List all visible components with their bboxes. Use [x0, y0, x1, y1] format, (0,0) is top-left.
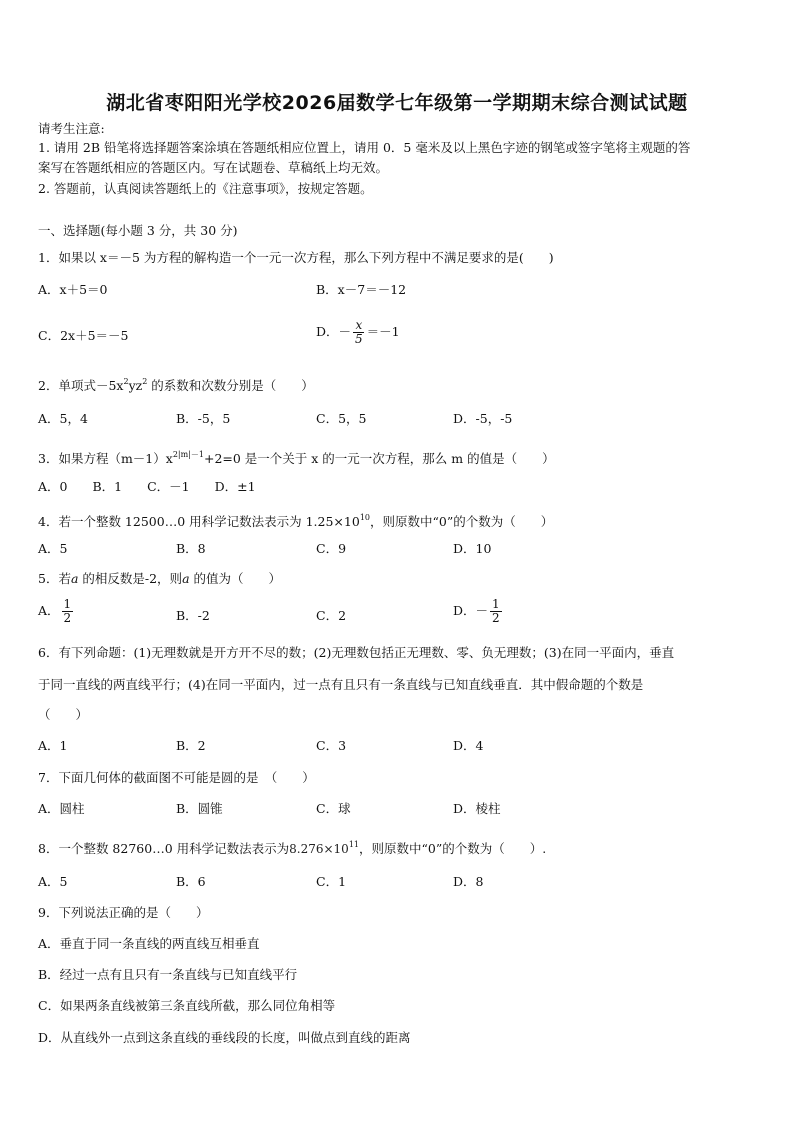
q5-a-numerator: 1	[63, 597, 72, 611]
q8-option-c: C．1	[316, 874, 347, 889]
question-4-stem	[38, 510, 553, 530]
q8-stem-part: ，则原数中“0”的个数为（ ）.	[359, 841, 547, 856]
question-6-line-2: 于同一直线的两直线平行；(4)在同一平面内，过一点有且只有一条直线与已知直线垂直．其中假命题的个数是	[38, 677, 644, 692]
notice-item-1-cont: 案写在答题纸相应的答题区内。写在试题卷、草稿纸上均无效。	[38, 160, 389, 175]
notice-item-1: 1. 请用 2B 铅笔将选择题答案涂填在答题纸相应位置上，请用 0．5 毫米及以上黑色字迹的钢笔或签字笔将主观题的答	[38, 140, 691, 155]
q5-a-fraction	[62, 598, 74, 625]
question-9-stem: 9．下列说法正确的是（ ）	[38, 905, 209, 920]
q5-option-d	[453, 598, 504, 625]
q8-option-a: A．5	[38, 874, 68, 889]
q7-option-b: B．圆锥	[176, 801, 223, 816]
q2-stem-part: 2．单项式－5x	[38, 378, 124, 393]
q2-option-a: A．5，4	[38, 411, 88, 426]
q5-stem-part: 的值为（ ）	[189, 571, 281, 586]
q5-stem-part: 5．若	[38, 571, 71, 586]
q1-d-numerator: x	[355, 318, 363, 332]
q8-exponent: 11	[348, 840, 359, 849]
q4-option-c: C．9	[316, 541, 347, 556]
q5-option-a	[38, 598, 75, 625]
q6-option-b: B．2	[176, 738, 206, 753]
q5-a-prefix: A．	[38, 603, 60, 618]
q5-d-numerator: 1	[492, 597, 500, 611]
q3-stem-part: +2=0 是一个关于 x 的一元一次方程，那么 m 的值是（ ）	[203, 451, 555, 466]
question-2-stem	[38, 374, 314, 394]
q1-d-suffix: ＝－1	[366, 324, 400, 339]
q6-option-a: A．1	[38, 738, 68, 753]
q9-option-b: B．经过一点有且只有一条直线与已知直线平行	[38, 967, 298, 982]
q4-exponent: 10	[359, 513, 370, 522]
q1-option-b: B．x－7＝－12	[316, 282, 407, 297]
q2-option-b: B．-5，5	[176, 411, 231, 426]
q3-stem-part: 3．如果方程（m－1）x	[38, 451, 173, 466]
q4-option-b: B．8	[176, 541, 206, 556]
page-title: 湖北省枣阳阳光学校2026届数学七年级第一学期期末综合测试试题	[106, 92, 688, 114]
q1-option-c: C．2x＋5＝－5	[38, 328, 129, 343]
q7-option-d: D．棱柱	[453, 801, 501, 816]
q1-d-fraction	[353, 319, 365, 346]
q5-stem-part: 的相反数是-2，则	[78, 571, 183, 586]
question-8-stem	[38, 837, 546, 857]
section-heading: 一、选择题(每小题 3 分，共 30 分)	[38, 223, 238, 238]
q3-exponent: 2|m|－1	[172, 450, 204, 459]
q1-option-a: A．x＋5＝0	[38, 282, 108, 297]
q1-option-d	[316, 319, 400, 346]
q2-option-c: C．5，5	[316, 411, 367, 426]
q8-option-d: D．8	[453, 874, 484, 889]
q9-option-a: A．垂直于同一条直线的两直线互相垂直	[38, 936, 260, 951]
q5-d-prefix: D．－	[453, 603, 489, 618]
q2-stem-part: yz	[128, 378, 143, 393]
q8-option-b: B．6	[176, 874, 206, 889]
question-7-stem: 7．下面几何体的截面图不可能是圆的是 （ ）	[38, 770, 315, 785]
question-6-line-3: （ ）	[38, 707, 89, 722]
q6-option-d: D．4	[453, 738, 484, 753]
notice-heading: 请考生注意:	[38, 121, 105, 136]
q5-a-denominator: 2	[63, 611, 72, 625]
q5-d-denominator: 2	[492, 611, 500, 625]
q8-scientific-notation: 8.276×10	[289, 842, 349, 856]
q2-stem-part: 的系数和次数分别是（ ）	[147, 378, 314, 393]
q5-variable: a	[182, 571, 190, 586]
q8-stem-part: 8．一个整数 82760…0 用科学记数法表示为	[38, 841, 290, 856]
q4-option-a: A．5	[38, 541, 68, 556]
q5-variable: a	[70, 571, 79, 586]
notice-item-2: 2. 答题前，认真阅读答题纸上的《注意事项》，按规定答题。	[38, 181, 373, 196]
question-1-stem: 1．如果以 x＝－5 为方程的解构造一个一元一次方程，那么下列方程中不满足要求的是( )	[38, 250, 554, 265]
q2-exponent: 2	[123, 377, 129, 386]
q4-stem-part: ，则原数中“0”的个数为（ ）	[370, 514, 554, 529]
q5-option-b: B．-2	[176, 608, 210, 623]
q9-option-d: D．从直线外一点到这条直线的垂线段的长度，叫做点到直线的距离	[38, 1030, 411, 1045]
question-3-stem	[38, 447, 555, 467]
question-6-line-1: 6．有下列命题：(1)无理数就是开方开不尽的数；(2)无理数包括正无理数、零、负无理数；(3)在同一平面内，垂直	[38, 645, 675, 660]
q1-d-denominator: 5	[355, 332, 363, 346]
q3-options: A．0 B．1 C．－1 D．±1	[38, 479, 256, 494]
q2-option-d: D．-5，-5	[453, 411, 513, 426]
q4-option-d: D．10	[453, 541, 492, 556]
q7-option-c: C．球	[316, 801, 351, 816]
q1-d-prefix: D．－	[316, 324, 352, 339]
question-5-stem	[38, 571, 281, 587]
q5-d-fraction	[490, 598, 502, 625]
q5-option-c: C．2	[316, 608, 347, 623]
q6-option-c: C．3	[316, 738, 347, 753]
q7-option-a: A．圆柱	[38, 801, 85, 816]
q4-stem-part: 4．若一个整数 12500…0 用科学记数法表示为 1.25×10	[38, 514, 360, 529]
q9-option-c: C．如果两条直线被第三条直线所截，那么同位角相等	[38, 998, 336, 1013]
q2-exponent: 2	[142, 377, 148, 386]
